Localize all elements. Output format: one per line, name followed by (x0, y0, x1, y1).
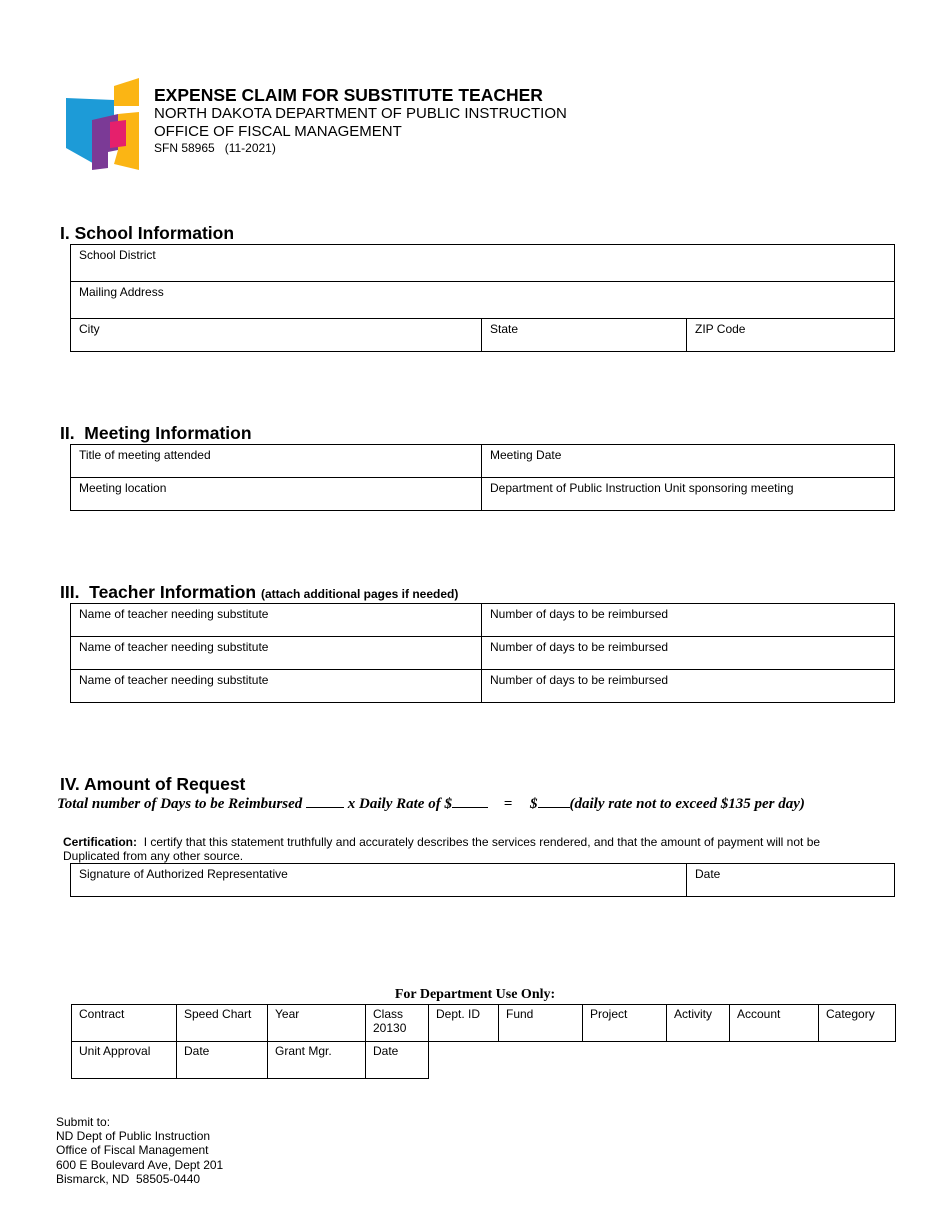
teacher-row (71, 670, 895, 703)
teacher-name-field[interactable] (71, 670, 482, 703)
teacher-name-label: Name of teacher needing substitute (79, 673, 269, 687)
logo-magenta-shape (110, 120, 126, 148)
category-field[interactable] (819, 1005, 896, 1042)
activity-field[interactable] (667, 1005, 730, 1042)
section3-heading (60, 582, 458, 603)
certification-text (63, 835, 863, 863)
city-label: City (79, 322, 100, 336)
empty-space (429, 1042, 896, 1079)
ndpi-logo (62, 76, 142, 174)
teacher-name-field[interactable] (71, 637, 482, 670)
teacher-name-label: Name of teacher needing substitute (79, 607, 269, 621)
calc-days-label: Total number of Days to be Reimbursed (57, 796, 303, 812)
meeting-info-table (70, 444, 895, 511)
days-blank[interactable] (306, 807, 344, 808)
calc-note: (daily rate not to exceed $135 per day) (569, 796, 805, 812)
grant-mgr-date-label: Date (373, 1044, 399, 1058)
dpi-unit-label: Department of Public Instruction Unit sponsoring meeting (490, 481, 794, 495)
grant-mgr-field[interactable] (268, 1042, 366, 1079)
class-field[interactable] (366, 1005, 429, 1042)
signature-date-field[interactable] (687, 864, 895, 897)
account-field[interactable] (730, 1005, 819, 1042)
form-title: EXPENSE CLAIM FOR SUBSTITUTE TEACHER (154, 85, 543, 105)
teacher-row (71, 637, 895, 670)
state-label: State (490, 322, 519, 336)
class-code: 20130 (373, 1021, 407, 1035)
school-district-field[interactable] (71, 245, 895, 282)
mailing-address-label: Mailing Address (79, 285, 164, 299)
meeting-date-label: Meeting Date (490, 448, 562, 462)
unit-approval-date-field[interactable] (177, 1042, 268, 1079)
calc-dollar: $ (530, 796, 538, 812)
meeting-location-label: Meeting location (79, 481, 167, 495)
certification-label: Certification: (63, 835, 138, 849)
days-reimbursed-label: Number of days to be reimbursed (490, 640, 669, 654)
contract-label: Contract (79, 1007, 125, 1021)
speed-chart-field[interactable] (177, 1005, 268, 1042)
meeting-title-label: Title of meeting attended (79, 448, 211, 462)
calc-equals: = (503, 796, 513, 812)
state-field[interactable] (482, 319, 687, 352)
form-number: SFN 58965 (11-2021) (154, 141, 276, 155)
grant-mgr-label: Grant Mgr. (275, 1044, 332, 1058)
section1-heading: I. School Information (60, 223, 235, 243)
dpi-unit-field[interactable] (482, 478, 895, 511)
signature-date-label: Date (695, 867, 721, 881)
days-reimbursed-field[interactable] (482, 637, 895, 670)
submit-to-line4: Bismarck, ND 58505-0440 (56, 1171, 201, 1186)
account-label: Account (737, 1007, 781, 1021)
dept-id-label: Dept. ID (436, 1007, 481, 1021)
school-info-table (70, 244, 895, 352)
meeting-title-field[interactable] (71, 445, 482, 478)
fund-label: Fund (506, 1007, 534, 1021)
meeting-location-field[interactable] (71, 478, 482, 511)
unit-approval-label: Unit Approval (79, 1044, 151, 1058)
calc-rate-label: x Daily Rate of $ (347, 796, 452, 812)
mailing-address-field[interactable] (71, 282, 895, 319)
logo-yellow-shape (114, 78, 139, 106)
teacher-name-field[interactable] (71, 604, 482, 637)
contract-field[interactable] (72, 1005, 177, 1042)
class-label: Class (373, 1007, 404, 1021)
city-field[interactable] (71, 319, 482, 352)
year-field[interactable] (268, 1005, 366, 1042)
submit-to-line1: ND Dept of Public Instruction (56, 1129, 211, 1144)
submit-to-label: Submit to: (56, 1115, 111, 1129)
speed-chart-label: Speed Chart (184, 1007, 252, 1021)
fund-field[interactable] (499, 1005, 583, 1042)
zip-label: ZIP Code (695, 322, 746, 336)
amount-calculation (57, 796, 805, 813)
teacher-row (71, 604, 895, 637)
year-label: Year (275, 1007, 300, 1021)
submit-to-address (56, 1115, 223, 1186)
activity-label: Activity (674, 1007, 713, 1021)
signature-label: Signature of Authorized Representative (79, 867, 288, 881)
days-reimbursed-label: Number of days to be reimbursed (490, 673, 669, 687)
section2-heading: II. Meeting Information (60, 423, 252, 443)
department-name: NORTH DAKOTA DEPARTMENT OF PUBLIC INSTRUCTION (154, 105, 567, 122)
section3-heading-note: (attach additional pages if needed) (260, 587, 459, 601)
days-reimbursed-field[interactable] (482, 604, 895, 637)
category-label: Category (826, 1007, 875, 1021)
daily-rate-blank[interactable] (452, 807, 488, 808)
unit-approval-date-label: Date (184, 1044, 210, 1058)
signature-table (70, 863, 895, 897)
section3-heading-text: III. Teacher Information (60, 582, 257, 602)
grant-mgr-date-field[interactable] (366, 1042, 429, 1079)
total-blank[interactable] (538, 807, 570, 808)
meeting-date-field[interactable] (482, 445, 895, 478)
teacher-info-table (70, 603, 895, 703)
dept-id-field[interactable] (429, 1005, 499, 1042)
office-name: OFFICE OF FISCAL MANAGEMENT (154, 123, 402, 140)
signature-field[interactable] (71, 864, 687, 897)
dept-use-table (71, 1004, 896, 1079)
days-reimbursed-label: Number of days to be reimbursed (490, 607, 669, 621)
unit-approval-field[interactable] (72, 1042, 177, 1079)
section4-heading: IV. Amount of Request (60, 774, 246, 794)
school-district-label: School District (79, 248, 156, 262)
zip-field[interactable] (687, 319, 895, 352)
project-label: Project (590, 1007, 628, 1021)
submit-to-line3: 600 E Boulevard Ave, Dept 201 (56, 1157, 224, 1172)
certification-statement: I certify that this statement truthfully and accurately describes the services rendered, and that the amount of payment will not be Duplicated from any other source. (63, 835, 821, 863)
submit-to-line2: Office of Fiscal Management (56, 1143, 209, 1158)
project-field[interactable] (583, 1005, 667, 1042)
dept-use-heading: For Department Use Only: (394, 987, 556, 1002)
teacher-name-label: Name of teacher needing substitute (79, 640, 269, 654)
days-reimbursed-field[interactable] (482, 670, 895, 703)
